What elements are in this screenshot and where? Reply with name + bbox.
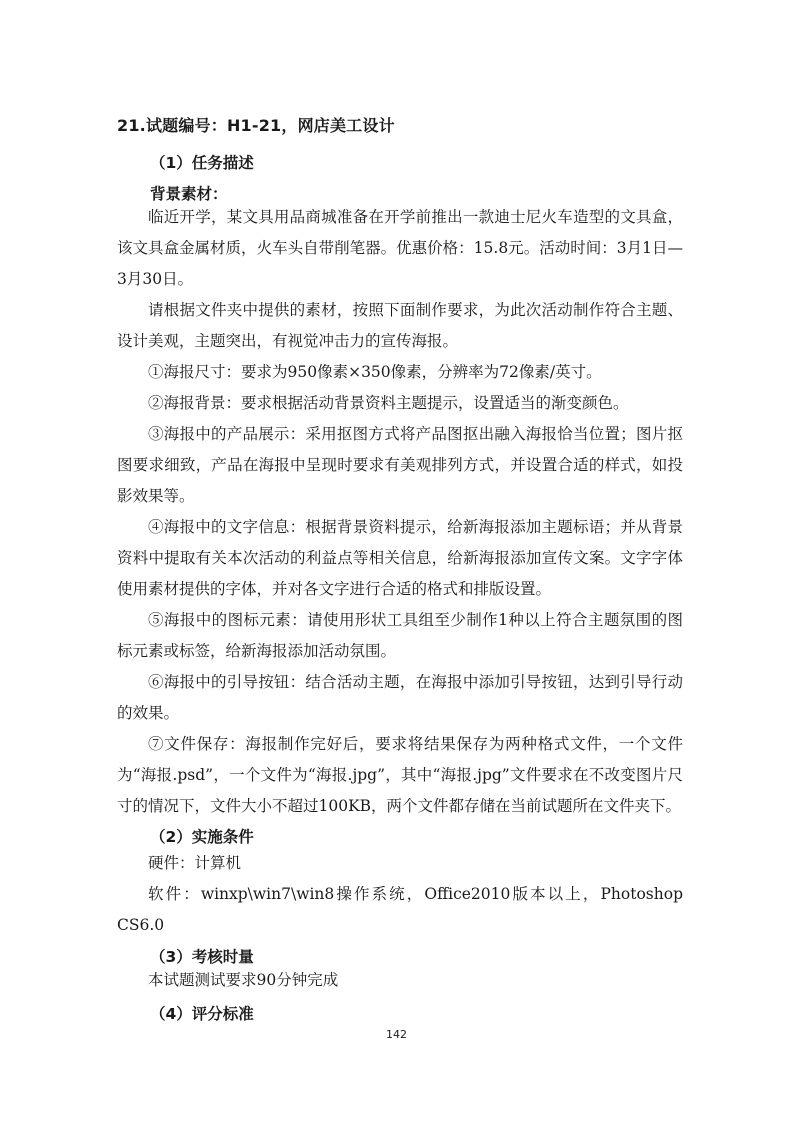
requirement-poster-size: ①海报尺寸：要求为950像素×350像素，分辨率为72像素/英寸。 <box>148 363 602 381</box>
page-number: 142 <box>386 1028 407 1041</box>
section-time-heading: （3）考核时量 <box>150 948 254 966</box>
requirement-text-info: ④海报中的文字信息：根据背景资料提示，给新海报添加主题标语；并从背景资料中提取有关本次活动的利益点等相关信息，给新海报添加宣传文案。文字字体使用素材提供的字体，并对各文字进行合适的格式和排版设置。 <box>117 518 683 598</box>
section-task-description-heading: （1）任务描述 <box>150 154 254 172</box>
hardware-text: 硬件：计算机 <box>148 854 242 872</box>
requirement-file-save: ⑦文件保存：海报制作完好后，要求将结果保存为两种格式文件，一个文件为“海报.psd”，一个文件为“海报.jpg”，其中“海报.jpg”文件要求在不改变图片尺寸的情况下，文件大小不超过100KB，两个文件都存储在当前试题所在文件夹下。 <box>117 735 683 815</box>
paragraph-request: 请根据文件夹中提供的素材，按照下面制作要求，为此次活动制作符合主题、设计美观，主题突出，有视觉冲击力的宣传海报。 <box>117 301 683 350</box>
paragraph-background: 临近开学，某文具用品商城准备在开学前推出一款迪士尼火车造型的文具盒，该文具盒金属材质，火车头自带削笔器。优惠价格：15.8元。活动时间：3月1日—3月30日。 <box>117 208 683 288</box>
section-scoring-heading: （4）评分标准 <box>150 1005 254 1023</box>
background-material-heading: 背景素材： <box>150 185 228 203</box>
question-title: 21.试题编号：H1-21，网店美工设计 <box>117 116 395 135</box>
requirement-guide-button: ⑥海报中的引导按钮：结合活动主题，在海报中添加引导按钮，达到引导行动的效果。 <box>117 673 683 722</box>
time-text: 本试题测试要求90分钟完成 <box>148 971 339 989</box>
software-text: 软件：winxp\win7\win8操作系统，Office2010版本以上，Photoshop CS6.0 <box>117 885 683 934</box>
section-conditions-heading: （2）实施条件 <box>150 828 254 846</box>
requirement-icon-elements: ⑤海报中的图标元素：请使用形状工具组至少制作1种以上符合主题氛围的图标元素或标签，给新海报添加活动氛围。 <box>117 611 683 660</box>
requirement-product-display: ③海报中的产品展示：采用抠图方式将产品图抠出融入海报恰当位置；图片抠图要求细致，产品在海报中呈现时要求有美观排列方式，并设置合适的样式，如投影效果等。 <box>117 425 683 505</box>
requirement-poster-background: ②海报背景：要求根据活动背景资料主题提示，设置适当的渐变颜色。 <box>148 394 629 412</box>
